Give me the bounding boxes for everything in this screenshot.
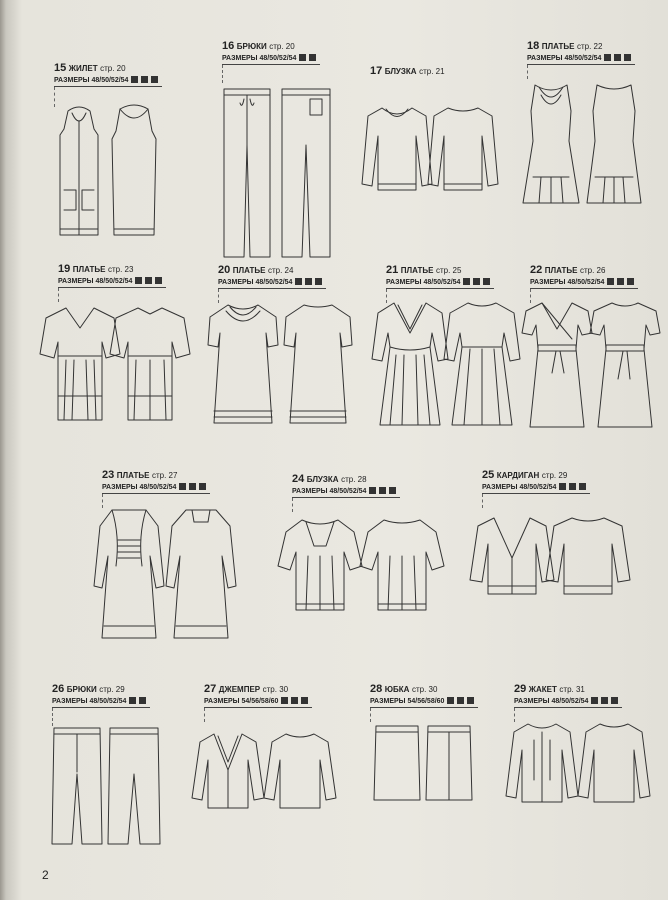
item-header	[514, 684, 585, 695]
skirt-front-sketch	[372, 724, 422, 804]
size-label: РАЗМЕРЫ 48/50/52/54	[482, 484, 557, 491]
blouse-back-sketch	[426, 104, 500, 194]
item-number: 17	[370, 65, 383, 77]
size-label: РАЗМЕРЫ 48/50/52/54	[514, 698, 589, 705]
cardigan-front-sketch	[470, 514, 554, 598]
item-header	[54, 63, 126, 74]
item-page-ref: стр. 25	[436, 266, 462, 275]
item-header	[102, 470, 177, 481]
vest-back-sketch	[108, 105, 160, 255]
item-name: ДЖЕМПЕР	[218, 685, 261, 694]
jacket-back-sketch	[578, 720, 650, 806]
item-number: 15	[54, 62, 67, 74]
item-number: 22	[530, 264, 543, 276]
dress-back-sketch	[585, 81, 643, 206]
trousers-front-sketch	[52, 724, 102, 846]
tunic-front-sketch	[40, 304, 120, 424]
dress-front-sketch	[370, 299, 450, 429]
item-number: 28	[370, 683, 383, 695]
item-page-ref: стр. 20	[269, 42, 295, 51]
item-header	[527, 41, 602, 52]
item-number: 26	[52, 683, 65, 695]
dress-bolero-front-sketch	[94, 506, 164, 642]
page-number: 2	[42, 868, 49, 882]
item-name: ПЛАТЬЕ	[541, 42, 575, 51]
item-page-ref: стр. 23	[108, 265, 134, 274]
size-line	[222, 54, 320, 65]
item-number: 19	[58, 263, 71, 275]
jacket-front-sketch	[506, 720, 578, 806]
item-number: 25	[482, 469, 495, 481]
item-number: 23	[102, 469, 115, 481]
item-number: 27	[204, 683, 217, 695]
dress-front-sketch	[206, 301, 280, 427]
wrap-dress-back-sketch	[590, 299, 660, 431]
item-name: БРЮКИ	[66, 685, 97, 694]
item-header	[292, 474, 367, 485]
item-header	[58, 264, 133, 275]
dashed-guide	[527, 65, 529, 79]
item-page-ref: стр. 24	[268, 266, 294, 275]
item-name: ПЛАТЬЕ	[232, 266, 266, 275]
item-name: БЛУЗКА	[384, 67, 417, 76]
dress-bolero-back-sketch	[166, 506, 236, 642]
item-name: БЛУЗКА	[306, 475, 339, 484]
size-line	[58, 277, 166, 288]
trousers-back-sketch	[108, 724, 160, 846]
size-label: РАЗМЕРЫ 48/50/52/54	[527, 55, 602, 62]
dashed-guide	[54, 87, 56, 107]
item-page-ref: стр. 29	[99, 685, 125, 694]
item-header	[222, 41, 295, 52]
dashed-guide	[204, 708, 206, 722]
item-page-ref: стр. 30	[411, 685, 438, 694]
dashed-guide	[370, 708, 372, 722]
item-name: БРЮКИ	[236, 42, 267, 51]
dashed-guide	[482, 494, 484, 508]
item-name: ПЛАТЬЕ	[72, 265, 106, 274]
size-line	[514, 697, 622, 708]
size-label: РАЗМЕРЫ 48/50/52/54	[218, 279, 293, 286]
trousers-back-sketch	[280, 85, 332, 260]
size-line	[527, 54, 635, 65]
tunic-back-sketch	[110, 304, 190, 424]
size-line	[386, 278, 494, 289]
item-header	[482, 470, 567, 481]
item-name: ЮБКА	[384, 685, 410, 694]
cardigan-back-sketch	[546, 514, 630, 598]
skirt-back-sketch	[424, 724, 474, 804]
item-name: ЖАКЕТ	[528, 685, 557, 694]
item-page-ref: стр. 26	[580, 266, 606, 275]
trousers-front-sketch	[222, 85, 272, 260]
item-number: 20	[218, 264, 231, 276]
item-page-ref: стр. 22	[577, 42, 603, 51]
item-number: 16	[222, 40, 235, 52]
item-header	[52, 684, 125, 695]
size-label: РАЗМЕРЫ 48/50/52/54	[386, 279, 461, 286]
blouse-back-sketch	[360, 516, 444, 614]
size-line	[218, 278, 326, 289]
size-line	[102, 483, 210, 494]
item-number: 24	[292, 473, 305, 485]
size-label: РАЗМЕРЫ 48/50/52/54	[530, 279, 605, 286]
blouse-front-sketch	[360, 104, 434, 194]
item-header	[218, 265, 293, 276]
item-name: ПЛАТЬЕ	[544, 266, 578, 275]
item-name: ПЛАТЬЕ	[400, 266, 434, 275]
size-line	[54, 76, 162, 87]
item-page-ref: стр. 21	[419, 67, 445, 76]
item-number: 29	[514, 683, 527, 695]
item-header	[386, 265, 461, 276]
size-label: РАЗМЕРЫ 54/56/58/60	[204, 698, 279, 705]
size-label: РАЗМЕРЫ 48/50/52/54	[102, 484, 177, 491]
size-label: РАЗМЕРЫ 48/50/52/54	[52, 698, 127, 705]
size-line	[370, 697, 478, 708]
jumper-back-sketch	[264, 730, 336, 812]
size-label: РАЗМЕРЫ 54/56/58/60	[370, 698, 445, 705]
item-header	[370, 684, 437, 695]
item-page-ref: стр. 20	[100, 64, 126, 73]
blouse-front-sketch	[278, 516, 362, 614]
item-page-ref: стр. 31	[559, 685, 585, 694]
item-name: ПЛАТЬЕ	[116, 471, 150, 480]
dress-back-sketch	[442, 299, 522, 429]
size-line	[204, 697, 312, 708]
jumper-front-sketch	[192, 730, 264, 812]
size-label: РАЗМЕРЫ 48/50/52/54	[222, 55, 297, 62]
item-name: КАРДИГАН	[496, 471, 540, 480]
vest-front-sketch	[54, 105, 104, 255]
item-header	[204, 684, 288, 695]
size-line	[530, 278, 638, 289]
item-number: 21	[386, 264, 399, 276]
dashed-guide	[222, 65, 224, 83]
size-label: РАЗМЕРЫ 48/50/52/54	[292, 488, 367, 495]
dress-back-sketch	[282, 301, 354, 427]
dress-front-sketch	[521, 81, 581, 206]
item-page-ref: стр. 30	[262, 685, 289, 694]
size-line	[292, 487, 400, 498]
size-line	[52, 697, 150, 708]
dashed-guide	[58, 288, 60, 302]
item-header	[370, 66, 445, 77]
item-name: ЖИЛЕТ	[68, 64, 98, 73]
item-number: 18	[527, 40, 540, 52]
wrap-dress-front-sketch	[522, 299, 592, 431]
dashed-guide	[292, 498, 294, 512]
item-page-ref: стр. 28	[341, 475, 367, 484]
item-header	[530, 265, 605, 276]
size-line	[482, 483, 590, 494]
item-page-ref: стр. 27	[152, 471, 178, 480]
size-label: РАЗМЕРЫ 48/50/52/54	[58, 278, 133, 285]
size-label: РАЗМЕРЫ 48/50/52/54	[54, 77, 129, 84]
item-page-ref: стр. 29	[541, 471, 568, 480]
